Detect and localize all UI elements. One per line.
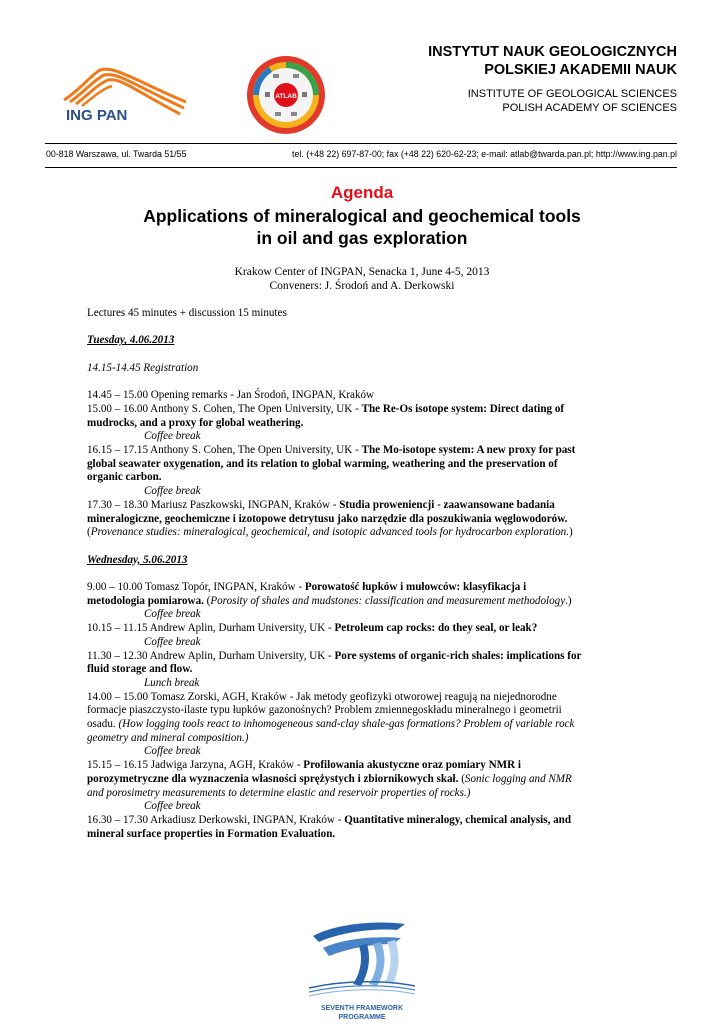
session-porosity-cont: metodologia pomiarowa. (Porosity of shales and mudstones: classification and measurement methodology.) [87,594,572,607]
format-note: Lectures 45 minutes + discussion 15 minutes [87,307,287,319]
session-re-os-cont: mudrocks, and a proxy for global weathering. [87,416,304,429]
programme [87,307,647,841]
session-porosity: 9.00 – 10.00 Tomasz Topór, INGPAN, Kraków - Porowatość łupków i mułowców: klasyfikacja i [87,580,527,593]
svg-text:PROGRAMME: PROGRAMME [338,1014,386,1021]
session-mo-isotope-cont1: global seawater oxygenation, and its relation to global warming, weathering and the preservation of [87,457,558,470]
session-logging-tools-cont2: osadu. (How logging tools react to inhomogeneous sand-clay shale-gas formations? Problem of variable rock [87,718,575,731]
session-re-os: 15.00 – 16.00 Anthony S. Cohen, The Open University, UK - The Re-Os isotope system: Direct dating of [87,402,565,415]
title-line2: in oil and gas exploration [256,228,468,248]
session-cap-rocks: 10.15 – 11.15 Andrew Aplin, Durham University, UK - Petroleum cap rocks: do they seal, or leak? [87,622,538,635]
contact-info: tel. (+48 22) 697-87-00; fax (+48 22) 620-62-23; e-mail: atlab@twarda.pan.pl; http://www.ing.pan.pl [292,149,677,159]
fp7-logo [305,910,419,1022]
coffee-break: Coffee break [144,485,201,498]
header-divider-top [45,143,677,144]
coffee-break: Coffee break [144,608,201,621]
coffee-break: Coffee break [144,430,201,443]
session-pore-systems: 11.30 – 12.30 Andrew Aplin, Durham University, UK - Pore systems of organic-rich shales: implications for [87,649,582,662]
title-line1: Applications of mineralogical and geochemical tools [143,206,581,226]
document-title [62,205,662,249]
registration: 14.15-14.45 Registration [87,361,199,374]
svg-text:ATLAB: ATLAB [275,93,297,100]
session-mo-isotope: 16.15 – 17.15 Anthony S. Cohen, The Open University, UK - The Mo-isotope system: A new proxy for past [87,443,576,456]
institute-name-polish [428,43,677,79]
venue-block [0,265,724,293]
institute-en-line1: INSTITUTE OF GEOLOGICAL SCIENCES [467,88,677,100]
day1-heading: Tuesday, 4.06.2013 [87,334,175,347]
session-quantitative-mineralogy-cont: mineral surface properties in Formation Evaluation. [87,827,336,840]
session-logging-tools-cont3: geometry and mineral composition.) [87,731,249,744]
session-acoustic-cont1: porozymetryczne dla wyznaczenia własności sprężystych i zbiornikowych skał. (Sonic logging and NMR [87,772,572,785]
session-logging-tools-cont1: formacje piaszczysto-ilaste typu łupków gazonośnych? Problem zmiennegoskładu mineralnego i geometrii [87,704,562,717]
session-provenance-translation: (Provenance studies: mineralogical, geochemical, and isotopic advanced tools for hydrocarbon exploration.) [87,526,573,539]
agenda-label: Agenda [330,183,394,202]
session-acoustic-cont2: and porosimetry measurements to determine elastic and reservoir properties of rocks.) [87,786,471,799]
institute-pl-line1: INSTYTUT NAUK GEOLOGICZNYCH [428,44,677,60]
session-mo-isotope-cont2: organic carbon. [87,471,162,484]
svg-text:SEVENTH FRAMEWORK: SEVENTH FRAMEWORK [320,1005,404,1012]
institute-name-english [468,87,677,115]
coffee-break: Coffee break [144,745,201,758]
day2-heading: Wednesday, 5.06.2013 [87,553,188,566]
session-opening: 14.45 – 15.00 Opening remarks - Jan Środoń, INGPAN, Kraków [87,389,375,402]
institute-en-line2: POLISH ACADEMY OF SCIENCES [502,102,677,114]
ing-pan-logo [60,62,190,130]
session-provenance-cont: mineralogiczne, geochemiczne i izotopowe detrytusu jako narzędzie dla poszukiwania węglowodorów. [87,512,568,525]
lunch-break: Lunch break [144,676,200,689]
venue: Krakow Center of INGPAN, Senacka 1, June 4-5, 2013 [234,266,490,278]
address: 00-818 Warszawa, ul. Twarda 51/55 [46,149,187,159]
coffee-break: Coffee break [144,635,201,648]
atlab-logo [245,54,327,136]
session-provenance: 17.30 – 18.30 Mariusz Paszkowski, INGPAN, Kraków - Studia proweniencji - zaawansowane badania [87,498,555,511]
session-acoustic: 15.15 – 16.15 Jadwiga Jarzyna, AGH, Kraków - Profilowania akustyczne oraz pomiary NMR i [87,759,521,772]
conveners: Conveners: J. Środoń and A. Derkowski [269,280,455,292]
institute-pl-line2: POLSKIEJ AKADEMII NAUK [484,62,677,78]
session-logging-tools: 14.00 – 15.00 Tomasz Zorski, AGH, Kraków - Jak metody geofizyki otworowej reagują na niejednorodne [87,690,557,703]
svg-text:ING PAN: ING PAN [66,107,128,124]
session-pore-systems-cont: fluid storage and flow. [87,663,193,676]
coffee-break: Coffee break [144,800,201,813]
session-quantitative-mineralogy: 16.30 – 17.30 Arkadiusz Derkowski, INGPAN, Kraków - Quantitative mineralogy, chemical analysis, and [87,813,571,826]
header-divider-bottom [45,167,677,168]
